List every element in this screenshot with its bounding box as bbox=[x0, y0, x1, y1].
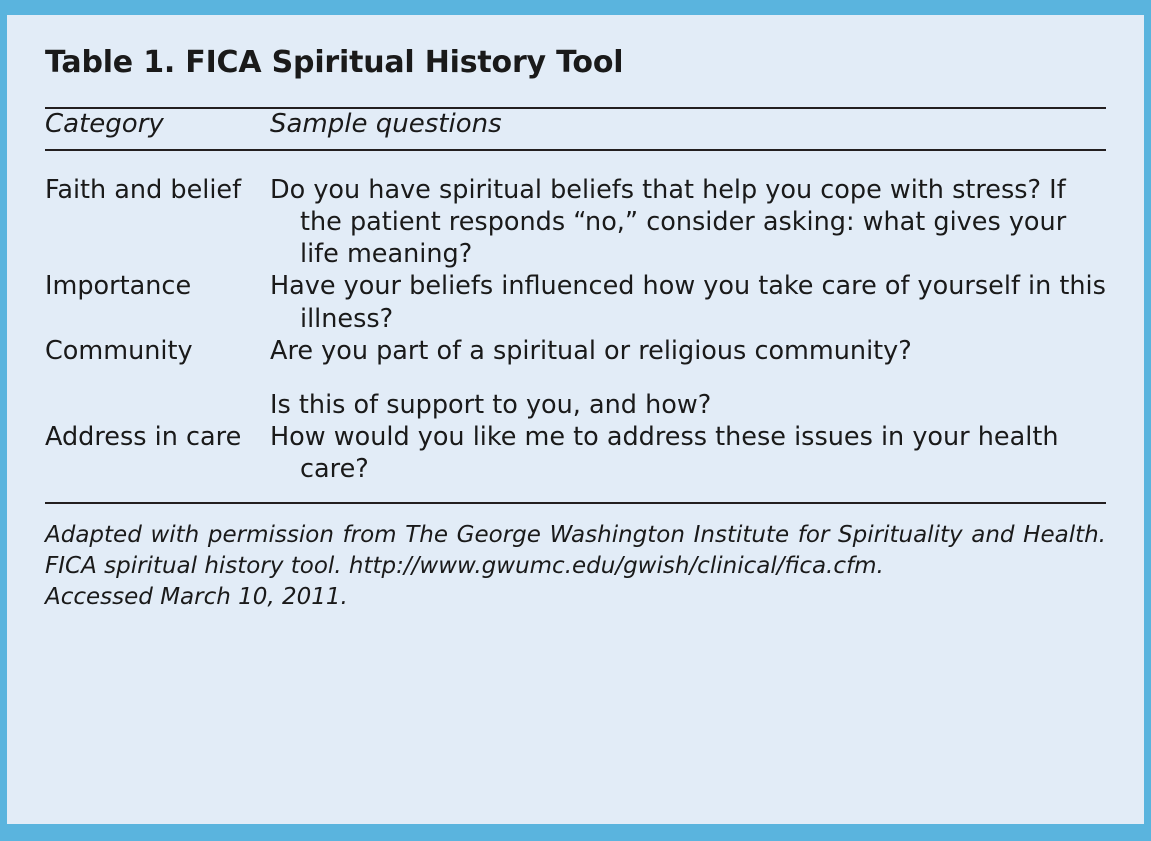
category-line-2: belief bbox=[170, 175, 242, 205]
row-questions-address bbox=[270, 421, 1106, 485]
category-line-2: care bbox=[186, 421, 242, 452]
category-line-1: Importance bbox=[45, 271, 192, 302]
fica-table bbox=[45, 109, 1106, 139]
bottom-accent-bar bbox=[7, 824, 1144, 841]
question-text: How would you like me to address these issues in your health care? bbox=[270, 421, 1059, 484]
table-row bbox=[45, 151, 1106, 270]
page-title: Table 1. FICA Spiritual History Tool bbox=[45, 45, 624, 80]
footnote-access-date: Accessed March 10, 2011. bbox=[45, 584, 348, 611]
row-category-faith bbox=[45, 151, 270, 270]
table-header-row bbox=[45, 109, 1106, 139]
fica-table-body bbox=[45, 151, 1106, 485]
table-row bbox=[45, 421, 1106, 485]
row-category-importance bbox=[45, 270, 270, 334]
row-category-address bbox=[45, 421, 270, 485]
table-row bbox=[45, 335, 1106, 421]
row-questions-faith bbox=[270, 151, 1106, 270]
column-header-sample-questions: Sample questions bbox=[270, 109, 502, 139]
table-footnote bbox=[45, 520, 1106, 613]
row-questions-community bbox=[270, 335, 1106, 421]
row-questions-importance bbox=[270, 270, 1106, 334]
category-line-1: Faith and bbox=[45, 175, 163, 205]
question-text: Do you have spiritual beliefs that help you cope with stress? If the patient responds “no,” consider asking: what gives your life meaning? bbox=[270, 175, 1067, 270]
row-category-community bbox=[45, 335, 270, 421]
footnote-text: Adapted with permission from The George Washington Institute for Spirituality and Health. FICA spiritual history tool. http://www.gwumc.edu/gwish/clinical/fica.cfm. bbox=[45, 522, 1106, 580]
column-header-category: Category bbox=[45, 109, 164, 139]
question-text: Is this of support to you, and how? bbox=[270, 389, 712, 420]
category-line-1: Community bbox=[45, 335, 193, 366]
table-content bbox=[45, 15, 1106, 824]
top-accent-bar bbox=[7, 0, 1144, 15]
question-text: Are you part of a spiritual or religious community? bbox=[270, 335, 912, 366]
question-text: Have your beliefs influenced how you take care of yourself in this illness? bbox=[270, 271, 1106, 334]
category-line-1: Address in bbox=[45, 421, 178, 452]
divider-bottom bbox=[45, 502, 1106, 504]
table-row bbox=[45, 270, 1106, 334]
